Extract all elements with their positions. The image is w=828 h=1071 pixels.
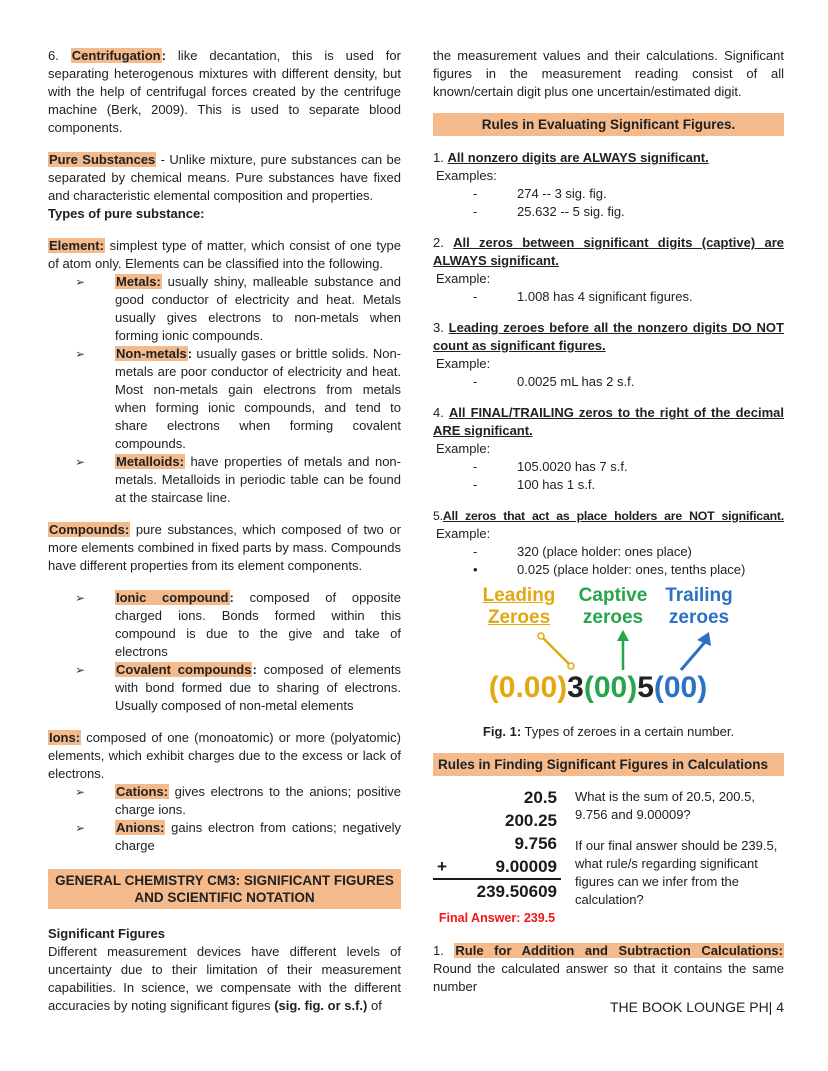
bullet-marker-icon: ➢ <box>75 821 86 835</box>
list-item: ➢ Anions: gains electron from cations; negatively charge <box>75 820 401 853</box>
rule-3-heading: 3. Leading zeroes before all the nonzero digits DO NOT count as significant figures. <box>433 320 784 353</box>
list-item: - 105.0020 has 7 s.f. <box>473 459 628 474</box>
left-column <box>48 47 401 1029</box>
list-item: - 274 -- 3 sig. fig. <box>473 186 607 201</box>
element-bullet-list <box>48 273 401 507</box>
paragraph-centrifugation: 6. Centrifugation: like decantation, this is used for separating heterogenous mixtures with different density, but with the help of centrifugal forces created by the centrifuge machine (Berk, 2009). This is used to separate blood components. <box>48 48 401 135</box>
figure-label-leading-zeroes: Leading Zeroes <box>482 585 556 628</box>
paragraph-measurement-values: the measurement values and their calculations. Significant figures in the measurement reading consist of all known/certain digit plus one uncertain/estimated digit. <box>433 48 784 99</box>
list-item: ➢ Non-metals: usually gases or brittle solids. Non-metals are poor conductor of electricity and heat. Most non-metals gain electrons from metals when forming ionic compounds, and tend to share electrons when forming covalent compounds. <box>75 346 401 451</box>
bullet-marker-icon: - <box>473 477 478 492</box>
trailing-diagonal-arrow-icon <box>681 632 711 670</box>
heading-significant-figures: Significant Figures <box>48 926 166 941</box>
list-item: ➢ Metalloids: have properties of metals and non-metals. Metalloids in periodic table can be found at the staircase line. <box>75 454 401 505</box>
addend-1: 20.5 <box>523 788 557 807</box>
rule-4-heading: 4. All FINAL/TRAILING zeros to the right of the decimal ARE significant. <box>433 405 784 438</box>
compound-bullet-list <box>48 589 401 715</box>
question-2: If our final answer should be 239.5, what rule/s regarding significant figures can we infer from the calculation? <box>575 838 778 907</box>
captive-up-arrow-icon <box>617 630 629 670</box>
figure-zero-types <box>433 585 784 719</box>
bullet-marker-icon: ➢ <box>75 663 86 677</box>
rule-5-example-label: Example: <box>436 526 491 541</box>
list-item: ➢ Cations: gives electrons to the anions; positive charge ions. <box>75 784 401 817</box>
rule-3-example-label: Example: <box>436 356 491 371</box>
rule-5-examples <box>433 543 784 579</box>
list-item: ➢ Metals: usually shiny, malleable substance and good conductor of electricity and heat. Metals usually gives electrons to non-metals when forming ionic compounds. <box>75 274 401 343</box>
bullet-marker-icon: ➢ <box>75 785 86 799</box>
paragraph-significant-figures: Different measurement devices have different levels of uncertainty due to their limitation of their measurement capabilities. In science, we compensate with the different accuracies by noting significant figures (sig. fig. or s.f.) of <box>48 944 401 1013</box>
figure-label-captive-zeroes: Captive zeroes <box>578 585 648 628</box>
rule-1-example-label: Examples: <box>436 168 497 183</box>
figure-number: (0.00)3(00)5(00) <box>488 671 708 704</box>
final-answer: Final Answer: 239.5 <box>438 911 556 925</box>
bullet-marker-icon: - <box>473 459 478 474</box>
bullet-marker-icon: - <box>473 544 478 559</box>
list-item: ➢ Ionic compound: composed of opposite charged ions. Bonds formed within this compound is due to the give and take of electrons <box>75 590 401 659</box>
paragraph-ions: Ions: composed of one (monoatomic) or more (polyatomic) elements, which exhibit charges due to the excess or lack of electrons. <box>48 730 401 781</box>
list-item: - 25.632 -- 5 sig. fig. <box>473 204 625 219</box>
paragraph-rule-addition-subtraction: 1. Rule for Addition and Subtraction Calculations: Round the calculated answer so that it contains the same number <box>433 943 784 994</box>
ion-bullet-list <box>48 783 401 855</box>
addend-4-row <box>433 855 561 880</box>
figure-label-trailing-zeroes: Trailing zeroes <box>665 585 733 628</box>
list-item: • 0.025 (place holder: ones, tenths place) <box>473 562 746 577</box>
paragraph-compounds: Compounds: pure substances, which composed of two or more elements combined in fixed parts by mass. Compounds have different properties from its element components. <box>48 522 401 573</box>
plus-sign: + <box>437 857 447 876</box>
line-types-of-pure-substance: Types of pure substance: <box>48 206 205 221</box>
rule-1-examples <box>433 185 784 221</box>
bullet-marker-icon: - <box>473 289 478 304</box>
bullet-marker-icon: ➢ <box>75 591 86 605</box>
rule-3-examples <box>433 373 784 391</box>
paragraph-element: Element: simplest type of matter, which consist of one type of atom only. Elements can be classified into the following. <box>48 238 401 271</box>
list-item: - 0.0025 mL has 2 s.f. <box>473 374 635 389</box>
question-1: What is the sum of 20.5, 200.5, 9.756 and 9.00009? <box>575 789 755 822</box>
list-item: - 1.008 has 4 significant figures. <box>473 289 693 304</box>
addition-column <box>433 786 561 926</box>
addend-3: 9.756 <box>514 834 557 853</box>
bullet-marker-icon: - <box>473 186 478 201</box>
bullet-marker-icon: ➢ <box>75 455 86 469</box>
page-footer: THE BOOK LOUNGE PH| 4 <box>609 999 784 1015</box>
section-header-rules-finding: Rules in Finding Significant Figures in Calculations <box>433 753 784 776</box>
rule-2-block <box>433 234 784 306</box>
right-column <box>433 47 784 1016</box>
rule-1-block <box>433 149 784 221</box>
section-header-rules-evaluating: Rules in Evaluating Significant Figures. <box>433 113 784 136</box>
rule-4-block <box>433 404 784 494</box>
rule-2-example-label: Example: <box>436 271 491 286</box>
rule-5-block <box>433 507 784 579</box>
figure-arrow-icons <box>443 630 763 672</box>
sum-value: 239.50609 <box>476 882 557 901</box>
section-header-general-chemistry: GENERAL CHEMISTRY CM3: SIGNIFICANT FIGURES AND SCIENTIFIC NOTATION <box>48 869 401 909</box>
rule-4-examples <box>433 458 784 494</box>
list-item: - 100 has 1 s.f. <box>473 477 596 492</box>
paragraph-pure-substances: Pure Substances - Unlike mixture, pure substances can be separated by chemical means. Pure substances have fixed and characteristic elemental composition and properties. <box>48 152 401 203</box>
list-item: - 320 (place holder: ones place) <box>473 544 692 559</box>
bullet-marker-icon: ➢ <box>75 275 86 289</box>
rule-4-example-label: Example: <box>436 441 491 456</box>
rule-3-block <box>433 319 784 391</box>
calculation-questions <box>561 786 784 926</box>
list-item: ➢ Covalent compounds: composed of elements with bond formed due to sharing of electrons. Usually composed of non-metal elements <box>75 662 401 713</box>
addend-4: 9.00009 <box>495 857 557 876</box>
rule-1-heading: 1. All nonzero digits are ALWAYS significant. <box>433 150 709 165</box>
bullet-marker-icon: ➢ <box>75 347 86 361</box>
rule-2-heading: 2. All zeros between significant digits (captive) are ALWAYS significant. <box>433 235 784 268</box>
leading-leader-line-icon <box>538 633 574 669</box>
addend-2: 200.25 <box>505 811 557 830</box>
figure-caption: Fig. 1: Types of zeroes in a certain number. <box>482 724 735 739</box>
bullet-marker-icon: - <box>473 374 478 389</box>
bullet-marker-icon: - <box>473 204 478 219</box>
bullet-marker-icon: • <box>473 562 478 577</box>
rule-5-heading: 5.All zeros that act as place holders are NOT significant. <box>433 509 784 523</box>
addition-calculation <box>433 786 784 926</box>
rule-2-examples <box>433 288 784 306</box>
